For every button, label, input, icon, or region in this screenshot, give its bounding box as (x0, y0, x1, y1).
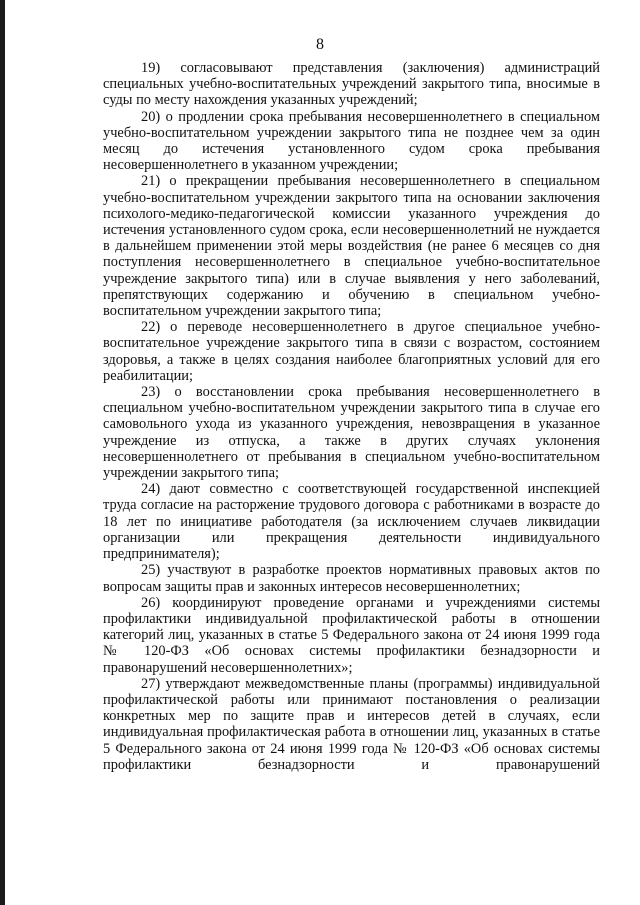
paragraph-item-26: 26) координируют проведение органами и учреждениями системы профилактики индивидуальной профилактической работы в отношении категорий лиц, указанных в статье 5 Федерального закона от 24 июня 1999 года № 120-ФЗ «Об основах системы профилактики безнадзорности и правонарушений несовершеннолетних»; (103, 594, 600, 676)
document-body (103, 60, 600, 773)
paragraph-item-20: 20) о продлении срока пребывания несовершеннолетнего в специальном учебно-воспитательном учреждении закрытого типа не позднее чем за один месяц до истечения установленного судом срока пребывания несовершеннолетнего в указанном учреждении; (103, 108, 600, 174)
paragraph-item-22: 22) о переводе несовершеннолетнего в другое специальное учебно-воспитательное учреждение закрытого типа в связи с возрастом, состоянием здоровья, а также в целях создания наиболее благоприятных условий для его реабилитации; (103, 319, 600, 384)
paragraph-item-24: 24) дают совместно с соответствующей государственной инспекцией труда согласие на расторжение трудового договора с работниками в возрасте до 18 лет по инициативе работодателя (за исключением случаев ликвидации организации или прекращения деятельности индивидуального предпринимателя); (103, 481, 600, 563)
paragraph-item-25: 25) участвуют в разработке проектов нормативных правовых актов по вопросам защиты прав и законных интересов несовершеннолетних; (103, 562, 600, 595)
page-number: 8 (316, 36, 324, 53)
paragraph-item-21: 21) о прекращении пребывания несовершеннолетнего в специальном учебно-воспитательном учреждении закрытого типа на основании заключения психолого-медико-педагогической комиссии указанного учреждения до истечения установленного судом срока, если несовершеннолетний не нуждается в дальнейшем применении этой меры воздействия (не ранее 6 месяцев со дня поступления несовершеннолетнего в специальное учебно-воспитательное учреждение закрытого типа) или в случае выявления у него заболеваний, препятствующих содержанию и обучению в специальном учебно-воспитательном учреждении закрытого типа; (103, 173, 600, 320)
paragraph-item-23: 23) о восстановлении срока пребывания несовершеннолетнего в специальном учебно-воспитательном учреждении закрытого типа в случае его самовольного ухода из указанного учреждения, невозвращения в указанное учреждение из отпуска, а также в других случаях уклонения несовершеннолетнего от пребывания в специальном учебно-воспитательном учреждении закрытого типа; (103, 384, 600, 482)
scan-left-edge (0, 0, 5, 905)
paragraph-item-27: 27) утверждают межведомственные планы (программы) индивидуальной профилактической работы или принимают постановления о реализации конкретных мер по защите прав и интересов детей в случаях, если индивидуальная профилактическая работа в отношении лиц, указанных в статье 5 Федерального закона от 24 июня 1999 года № 120-ФЗ «Об основах системы профилактики безнадзорности и правонарушений (103, 675, 600, 773)
paragraph-item-19: 19) согласовывают представления (заключения) администраций специальных учебно-воспитательных учреждений закрытого типа, вносимые в суды по месту нахождения указанных учреждений; (103, 60, 600, 109)
